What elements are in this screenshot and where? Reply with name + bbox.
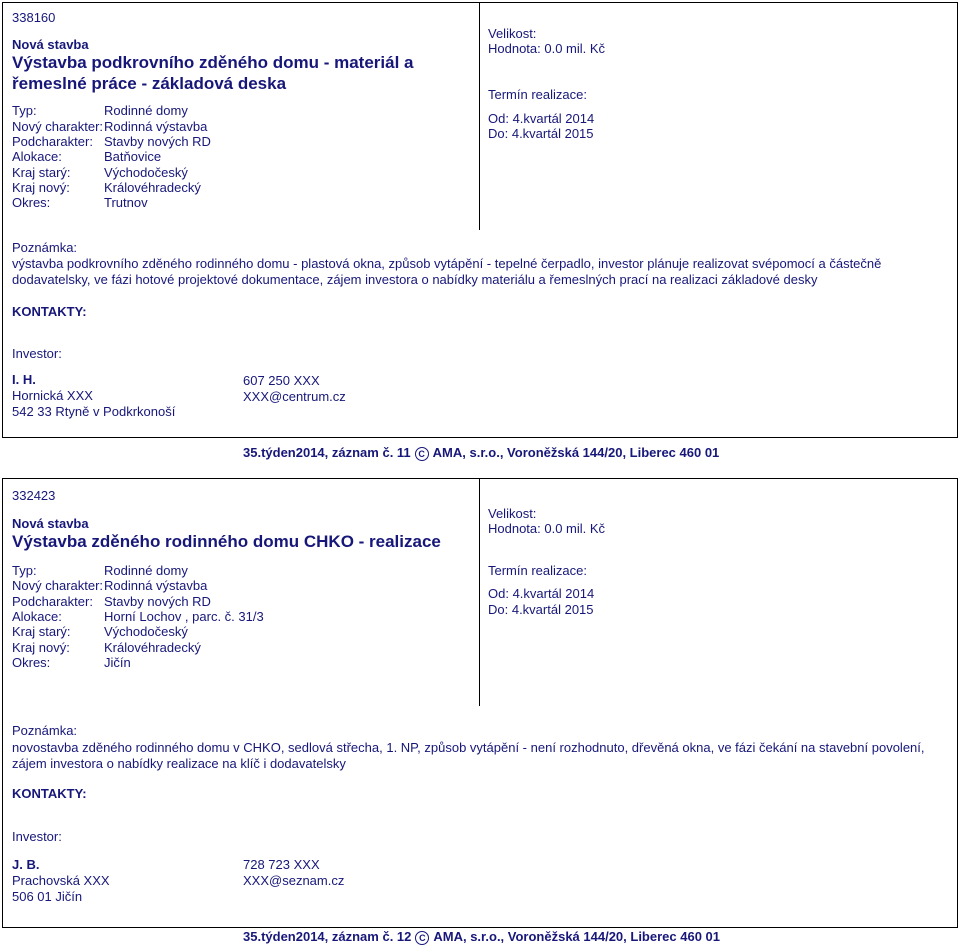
record-footer [243,929,720,945]
investor-street: Prachovská XXX [12,873,110,888]
copyright-icon: C [415,447,429,461]
size-label: Velikost: [488,26,537,41]
field-okres [12,195,148,211]
field-label: Podcharakter: [12,594,93,609]
field-kraj-stary [12,624,188,640]
term-label: Termín realizace: [488,563,587,578]
record-footer [243,445,719,461]
note-label: Poznámka: [12,723,78,738]
term-from: Od: 4.kvartál 2014 [488,111,595,126]
investor-name: I. H. [12,372,36,387]
record-title-line2: řemeslné práce - základová deska [12,74,287,93]
note-label: Poznámka: [12,240,78,255]
note-line2: dodavatelsky, ve fázi hotové projektové dokumentace, zájem investora o nabídky materiálu a řemeslných prací na realizaci základové desky [12,272,818,287]
contacts-label: KONTAKTY: [12,304,87,319]
field-value: Rodinné domy [104,563,188,578]
note-line1: výstavba podkrovního zděného rodinného domu - plastová okna, způsob vytápění - tepelné čerpadlo, investor plánuje realizovat svépomocí a částečně [12,256,882,271]
field-okres [12,655,131,671]
record-type: Nová stavba [12,516,89,531]
field-alokace [12,149,161,165]
column-divider [479,2,480,230]
copyright-icon: C [415,931,429,945]
field-label: Nový charakter: [12,578,104,593]
field-label: Kraj nový: [12,640,70,655]
footer-company: AMA, s.r.o., Voroněžská 144/20, Liberec 460 01 [432,445,720,460]
field-value: Horní Lochov , parc. č. 31/3 [104,609,264,624]
note-line2: zájem investora o nabídky realizace na klíč i dodavatelsky [12,756,346,771]
footer-company: AMA, s.r.o., Voroněžská 144/20, Liberec 460 01 [433,929,720,944]
investor-street: Hornická XXX [12,388,93,403]
field-label: Okres: [12,655,51,670]
field-label: Alokace: [12,149,62,164]
investor-phone: 728 723 XXX [243,857,320,872]
field-value: Východočeský [104,165,188,180]
term-label: Termín realizace: [488,87,587,102]
field-value: Trutnov [104,195,148,210]
field-value: Rodinné domy [104,103,188,118]
value-text: Hodnota: 0.0 mil. Kč [488,521,606,536]
field-kraj-stary [12,165,188,181]
field-value: Batňovice [104,149,162,164]
field-label: Okres: [12,195,51,210]
field-label: Alokace: [12,609,62,624]
field-label: Podcharakter: [12,134,93,149]
record-title-line1: Výstavba zděného rodinného domu CHKO - realizace [12,532,441,551]
record-title-line1: Výstavba podkrovního zděného domu - materiál a [12,53,414,72]
field-label: Kraj starý: [12,624,71,639]
footer-record-info: 35.týden2014, záznam č. 12 [243,929,412,944]
field-podcharakter [12,134,211,150]
investor-label: Investor: [12,346,62,361]
value-text: Hodnota: 0.0 mil. Kč [488,41,606,56]
term-to: Do: 4.kvartál 2015 [488,602,594,617]
field-value: Královéhradecký [104,180,201,195]
field-podcharakter [12,594,211,610]
term-from: Od: 4.kvartál 2014 [488,586,595,601]
field-label: Nový charakter: [12,119,104,134]
footer-record-info: 35.týden2014, záznam č. 11 [243,445,411,460]
investor-email: XXX@centrum.cz [243,389,346,404]
field-typ [12,563,188,579]
investor-city: 506 01 Jičín [12,889,83,904]
field-label: Kraj starý: [12,165,71,180]
column-divider [479,478,480,706]
field-label: Kraj nový: [12,180,70,195]
record-id: 332423 [12,488,56,503]
investor-email: XXX@seznam.cz [243,873,345,888]
field-value: Stavby nových RD [104,594,211,609]
field-value: Stavby nových RD [104,134,211,149]
field-value: Královéhradecký [104,640,201,655]
investor-name: J. B. [12,857,40,872]
field-value: Východočeský [104,624,188,639]
investor-label: Investor: [12,829,62,844]
field-novy-charakter [12,119,207,135]
note-line1: novostavba zděného rodinného domu v CHKO, sedlová střecha, 1. NP, způsob vytápění - není rozhodnuto, dřevěná okna, ve fázi čekání na stavební povolení, [12,740,925,755]
field-novy-charakter [12,578,207,594]
record-type: Nová stavba [12,37,89,52]
field-alokace [12,609,264,625]
field-kraj-novy [12,640,201,656]
size-label: Velikost: [488,506,537,521]
field-value: Rodinná výstavba [104,119,208,134]
investor-city: 542 33 Rtyně v Podkrkonoší [12,404,176,419]
field-value: Jičín [104,655,131,670]
field-typ [12,103,188,119]
term-to: Do: 4.kvartál 2015 [488,126,594,141]
field-value: Rodinná výstavba [104,578,208,593]
field-kraj-novy [12,180,201,196]
record-id: 338160 [12,10,56,25]
field-label: Typ: [12,563,37,578]
investor-phone: 607 250 XXX [243,373,320,388]
contacts-label: KONTAKTY: [12,786,87,801]
field-label: Typ: [12,103,37,118]
